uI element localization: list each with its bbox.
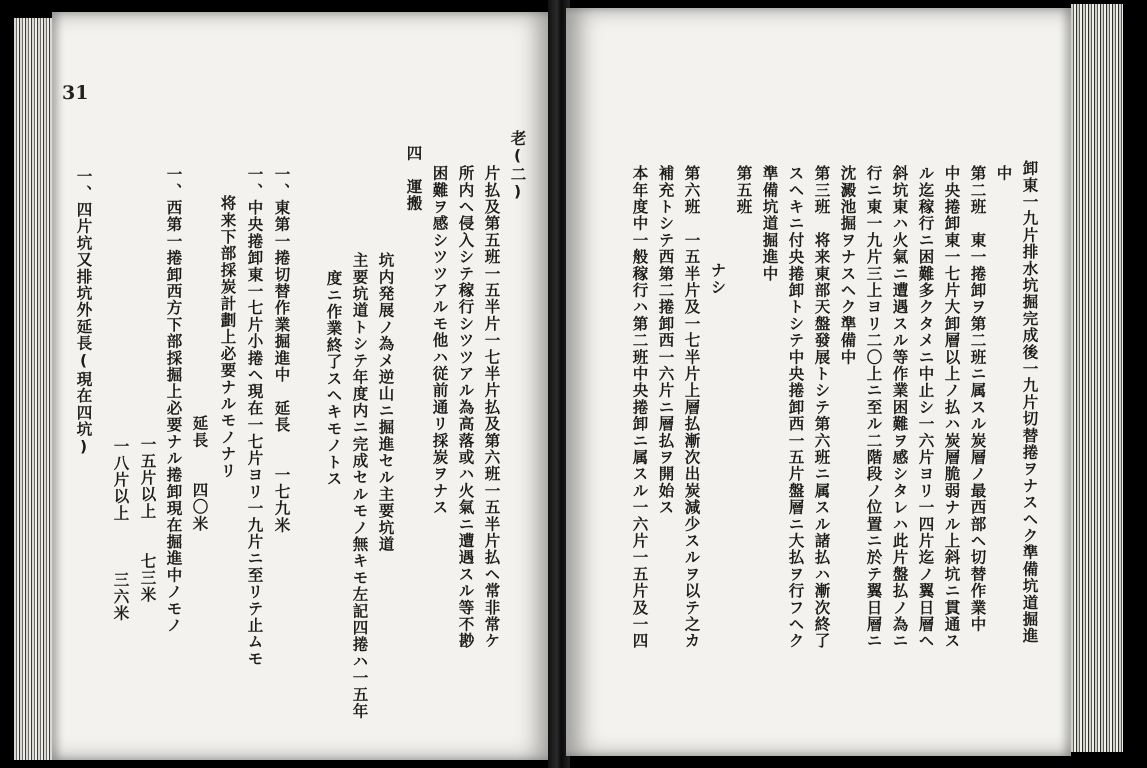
left-page-edges — [14, 18, 52, 760]
right-page-text-column: 第六班 一五半片及一七半片上層払漸次出炭減少スルヲ以テ之カ — [682, 165, 701, 650]
left-page-text-column: 坑内発展ノ為メ逆山ニ掘進セル主要坑道 — [376, 252, 395, 553]
right-page-text-column: 第三班 将来東部天盤發展トシテ第六班ニ属スル諸払ハ漸次終了 — [812, 165, 831, 650]
page-number: 31 — [62, 82, 89, 104]
left-page-text-column: 一五片以上 七三米 — [138, 436, 157, 603]
left-page-text-column: 一、四片坑又排坑外延長(現在四坑) — [74, 168, 93, 457]
left-page-text-column: 度ニ作業終了スヘキモノトス — [324, 270, 343, 488]
right-page-text-column: 補充トシテ西第二捲卸西一六片ニ層払ヲ開始ス — [656, 165, 675, 516]
left-page-text-column: 老(二) — [508, 130, 527, 202]
right-page-text-column: 準備坑道掘進中 — [760, 165, 779, 282]
left-page-text-column: 一八片以上 三六米 — [111, 438, 130, 622]
right-page-text-column: 第五班 — [734, 165, 753, 216]
right-page-text-column: ル迄稼行ニ困難多クタメニ中止シ一六片ヨリ一四片迄ノ翼日層ヘ — [916, 165, 935, 650]
right-page-text-column: 中 — [994, 165, 1013, 182]
left-page-text-column: 一、東第一捲切替作業掘進中 延長 一七九米 — [272, 166, 291, 534]
left-page-text-column: 四 運搬 — [404, 145, 423, 212]
right-page-text-column: 斜坑東ハ火氣ニ遭遇スル等作業困難ヲ感シタレハ此片盤払ノ為ニ — [890, 165, 909, 650]
left-page-text-column: 片払及第五班一五半片一七半片払及第六班一五半片払ヘ常非常ケ — [482, 165, 501, 650]
left-page-text-column: 主要坑道トシテ年度内ニ完成セルモノ無キモ左記四捲ハ一五年 — [350, 252, 369, 720]
left-page-text-column: 一、中央捲卸東一七片小捲ヘ現在一七片ヨリ一九片ニ至リテ止ムモ — [245, 166, 264, 667]
right-page-text-column: 中央捲卸東一七片大卸層以上ノ払ハ炭層脆弱ナル上斜坑ニ貫通ス — [942, 165, 961, 650]
left-page — [52, 12, 552, 760]
left-page-text-column: 延長 四〇米 — [190, 415, 209, 532]
left-page-text-column: 一、西第一捲卸西方下部採掘上必要ナル捲卸現在掘進中ノモノ — [164, 166, 183, 634]
left-page-text-column: 困難ヲ感シツツアルモ他ハ従前通リ採炭ヲナス — [430, 165, 449, 516]
right-page-text-column: 沈澱池掘ヲナスヘク準備中 — [838, 165, 857, 366]
left-page-text-column: 将来下部採炭計劃上必要ナルモノナリ — [218, 195, 237, 479]
right-page-text-column: ナシ — [708, 262, 727, 296]
right-page-text-column: 第二班 東一捲卸ヲ第二班ニ属スル炭層ノ最西部ヘ切替作業中 — [968, 165, 987, 633]
right-page-text-column: スヘキニ付央捲卸トシテ中央捲卸西一五片盤層ニ大払ヲ行フヘク — [786, 165, 805, 650]
right-page-text-column: 卸東一九片排水坑掘完成後一九片切替捲ヲナスヘク準備坑道掘進 — [1020, 160, 1039, 645]
right-page-text-column: 本年度中一般稼行ハ第二班中央捲卸ニ属スル一六片一五片及一四 — [630, 165, 649, 650]
right-page-edges — [1071, 4, 1123, 752]
left-page-text-column: 所内ヘ侵入シテ稼行シツツアル為高落或ハ火氣ニ遭遇スル等不尠 — [456, 165, 475, 650]
right-page-text-column: 行ニ東一九片三上ヨリ二〇上ニ至ル二階段ノ位置ニ於テ翼日層ニ — [864, 165, 883, 650]
